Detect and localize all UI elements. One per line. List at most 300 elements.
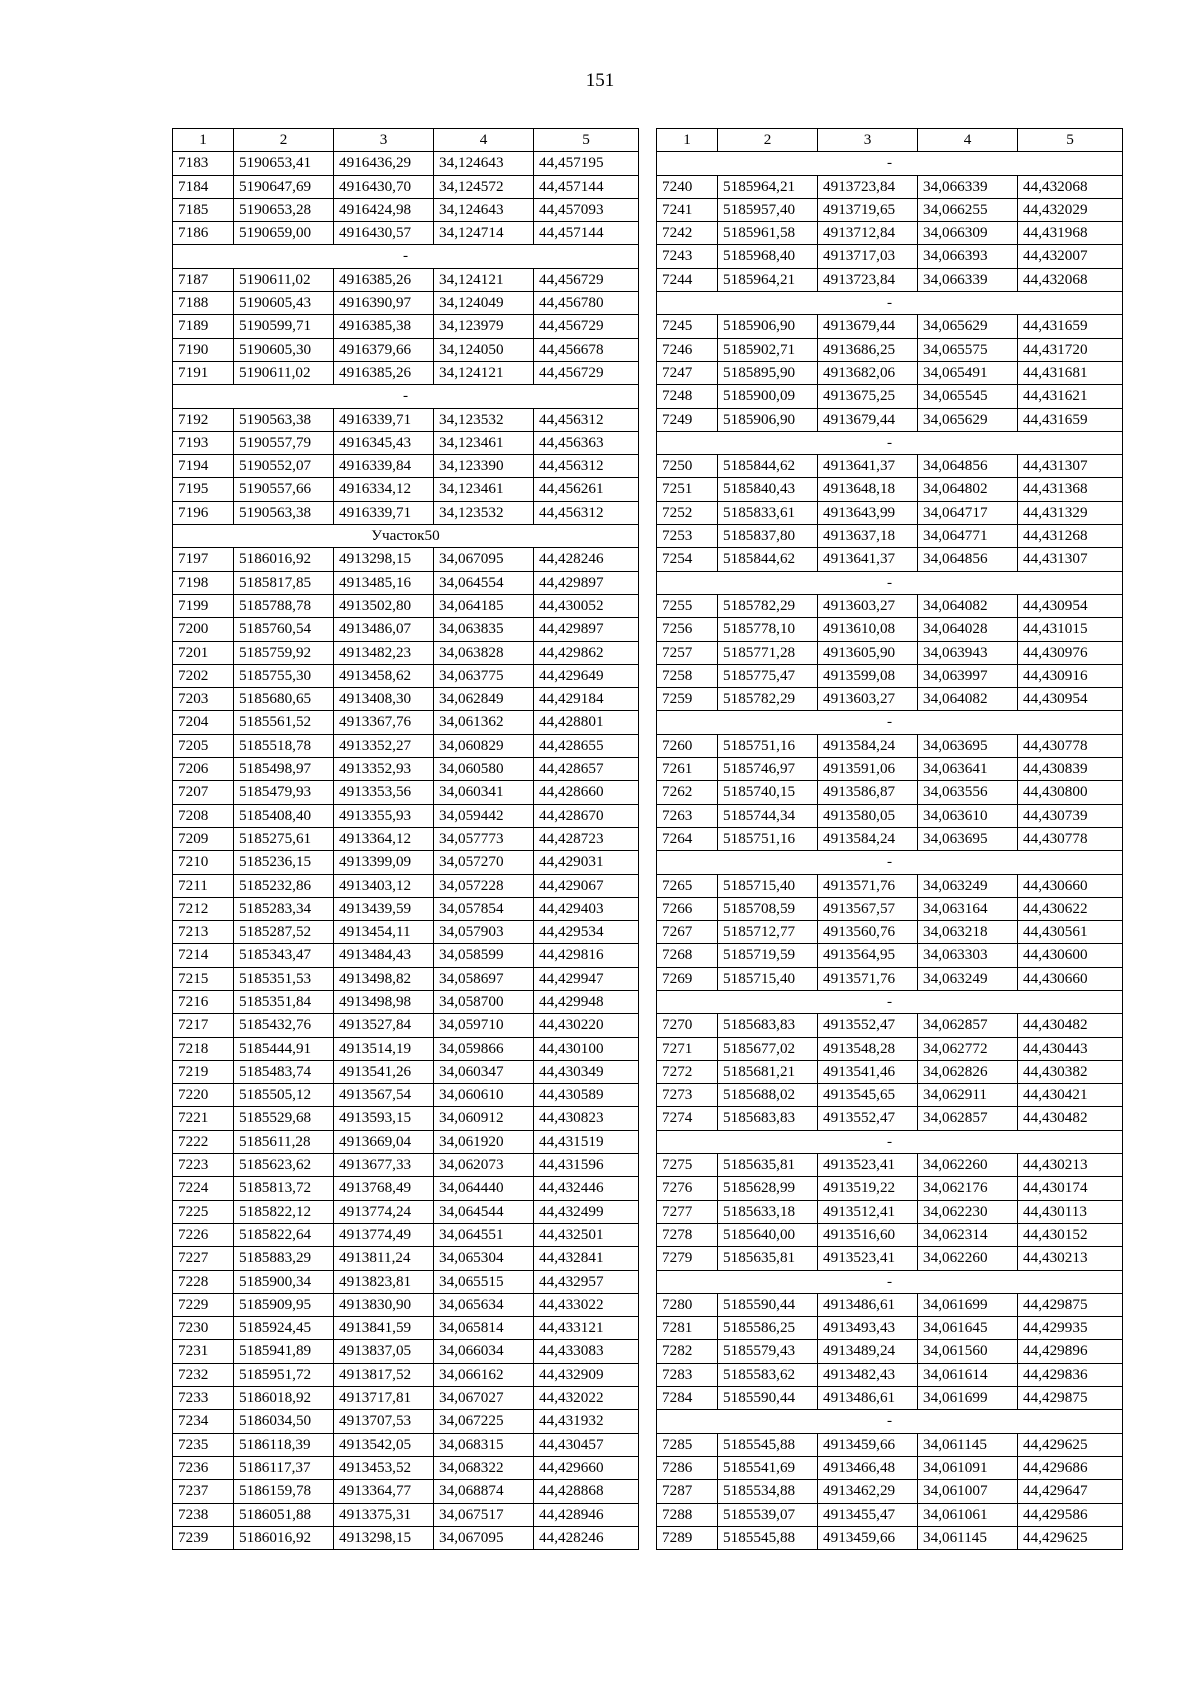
table-cell: 5185844,62 [718, 455, 818, 478]
table-cell: 34,123532 [434, 408, 534, 431]
table-row [657, 827, 1123, 850]
table-cell: 4913498,98 [334, 990, 434, 1013]
table-cell: 34,062260 [918, 1154, 1018, 1177]
table-cell: 34,061699 [918, 1293, 1018, 1316]
table-cell: 4913603,27 [818, 594, 918, 617]
table-cell: 4913486,61 [818, 1293, 918, 1316]
section-separator: - [657, 851, 1123, 874]
table-row [657, 408, 1123, 431]
table-cell: 44,429031 [534, 851, 639, 874]
table-cell: 44,430382 [1018, 1060, 1123, 1083]
table-row [657, 1433, 1123, 1456]
table-cell: 5190552,07 [234, 455, 334, 478]
table-cell: 34,061145 [918, 1433, 1018, 1456]
table-cell: 34,064554 [434, 571, 534, 594]
table-row [657, 525, 1123, 548]
table-cell: 4913768,49 [334, 1177, 434, 1200]
table-row [657, 921, 1123, 944]
table-cell: 5185909,95 [234, 1293, 334, 1316]
table-cell: 34,064544 [434, 1200, 534, 1223]
table-row [173, 1014, 639, 1037]
table-row [657, 455, 1123, 478]
table-cell: 4916339,71 [334, 408, 434, 431]
table-cell: 34,063828 [434, 641, 534, 664]
table-cell: 4913408,30 [334, 688, 434, 711]
table-header-row [173, 129, 639, 152]
table-cell: 5185590,44 [718, 1387, 818, 1410]
table-cell: 5185906,90 [718, 408, 818, 431]
table-row [173, 641, 639, 664]
table-row [657, 874, 1123, 897]
table-cell: 4913502,80 [334, 594, 434, 617]
table-cell: 44,428868 [534, 1480, 639, 1503]
table-cell: 7235 [173, 1433, 234, 1456]
table-cell: 44,432068 [1018, 268, 1123, 291]
table-cell: 34,063835 [434, 618, 534, 641]
table-cell: 7243 [657, 245, 718, 268]
table-cell: 4913686,25 [818, 338, 918, 361]
table-cell: 4916339,84 [334, 455, 434, 478]
table-row [657, 804, 1123, 827]
table-cell: 4913541,26 [334, 1060, 434, 1083]
table-cell: 5185941,89 [234, 1340, 334, 1363]
table-cell: 5185771,28 [718, 641, 818, 664]
table-cell: 7258 [657, 664, 718, 687]
table-cell: 4913641,37 [818, 548, 918, 571]
table-cell: 5185900,34 [234, 1270, 334, 1293]
table-body-right [657, 152, 1123, 1550]
table-cell: 5190659,00 [234, 222, 334, 245]
table-cell: 34,065491 [918, 361, 1018, 384]
section-separator: - [657, 292, 1123, 315]
table-cell: 5185837,80 [718, 525, 818, 548]
table-cell: 44,429875 [1018, 1387, 1123, 1410]
table-cell: 5185744,34 [718, 804, 818, 827]
table-cell: 34,062857 [918, 1107, 1018, 1130]
table-row [657, 1084, 1123, 1107]
table-cell: 4913484,43 [334, 944, 434, 967]
table-cell: 34,061699 [918, 1387, 1018, 1410]
table-cell: 4913586,87 [818, 781, 918, 804]
table-cell: 7221 [173, 1107, 234, 1130]
table-cell: 5190611,02 [234, 361, 334, 384]
table-cell: 34,064856 [918, 548, 1018, 571]
table-cell: 34,065515 [434, 1270, 534, 1293]
table-cell: 44,428946 [534, 1503, 639, 1526]
table-cell: 44,429660 [534, 1456, 639, 1479]
table-cell: 34,066034 [434, 1340, 534, 1363]
table-cell: 5190563,38 [234, 408, 334, 431]
table-cell: 5190557,66 [234, 478, 334, 501]
table-cell: 34,061145 [918, 1526, 1018, 1549]
separator-row [657, 571, 1123, 594]
table-cell: 44,430823 [534, 1107, 639, 1130]
table-row [173, 152, 639, 175]
table-cell: 34,065304 [434, 1247, 534, 1270]
table-cell: 34,063641 [918, 758, 1018, 781]
table-cell: 44,432841 [534, 1247, 639, 1270]
table-cell: 5190599,71 [234, 315, 334, 338]
table-cell: 34,123532 [434, 501, 534, 524]
table-cell: 7283 [657, 1363, 718, 1386]
column-header: 2 [718, 129, 818, 152]
table-row [173, 1363, 639, 1386]
table-cell: 4913552,47 [818, 1107, 918, 1130]
table-cell: 44,431307 [1018, 548, 1123, 571]
table-cell: 5185444,91 [234, 1037, 334, 1060]
table-cell: 34,058700 [434, 990, 534, 1013]
table-cell: 5185822,12 [234, 1200, 334, 1223]
table-cell: 4913485,16 [334, 571, 434, 594]
table-cell: 34,063249 [918, 874, 1018, 897]
table-cell: 7257 [657, 641, 718, 664]
table-cell: 7287 [657, 1480, 718, 1503]
table-cell: 5185677,02 [718, 1037, 818, 1060]
table-cell: 5185775,47 [718, 664, 818, 687]
table-cell: 4913712,84 [818, 222, 918, 245]
table-cell: 4913571,76 [818, 874, 918, 897]
table-cell: 7207 [173, 781, 234, 804]
table-cell: 34,124121 [434, 268, 534, 291]
table-cell: 4913811,24 [334, 1247, 434, 1270]
table-cell: 7218 [173, 1037, 234, 1060]
separator-row [657, 1270, 1123, 1293]
table-row [173, 1526, 639, 1549]
table-cell: 5185951,72 [234, 1363, 334, 1386]
table-cell: 44,430213 [1018, 1247, 1123, 1270]
table-cell: 34,061091 [918, 1456, 1018, 1479]
separator-row [657, 431, 1123, 454]
table-cell: 5185906,90 [718, 315, 818, 338]
table-cell: 44,431659 [1018, 408, 1123, 431]
table-cell: 7225 [173, 1200, 234, 1223]
table-row [173, 1293, 639, 1316]
table-row [173, 851, 639, 874]
table-cell: 34,057773 [434, 827, 534, 850]
table-cell: 5185751,16 [718, 734, 818, 757]
table-cell: 7199 [173, 594, 234, 617]
table-cell: 4913841,59 [334, 1317, 434, 1340]
table-cell: 4913519,22 [818, 1177, 918, 1200]
table-cell: 7195 [173, 478, 234, 501]
table-cell: 5185498,97 [234, 758, 334, 781]
table-row [173, 1037, 639, 1060]
table-cell: 4913723,84 [818, 175, 918, 198]
table-row [173, 594, 639, 617]
table-row [657, 268, 1123, 291]
table-cell: 34,065575 [918, 338, 1018, 361]
table-cell: 5185817,85 [234, 571, 334, 594]
table-cell: 44,429935 [1018, 1317, 1123, 1340]
table-row [173, 222, 639, 245]
table-row [173, 1107, 639, 1130]
table-cell: 4913399,09 [334, 851, 434, 874]
table-cell: 7266 [657, 897, 718, 920]
table-cell: 5185964,21 [718, 175, 818, 198]
table-cell: 34,063249 [918, 967, 1018, 990]
table-cell: 44,430152 [1018, 1223, 1123, 1246]
table-cell: 4913648,18 [818, 478, 918, 501]
table-row [173, 921, 639, 944]
table-cell: 5185590,44 [718, 1293, 818, 1316]
table-cell: 44,432007 [1018, 245, 1123, 268]
table-cell: 7226 [173, 1223, 234, 1246]
table-cell: 34,063943 [918, 641, 1018, 664]
table-cell: 34,059710 [434, 1014, 534, 1037]
table-cell: 44,429625 [1018, 1526, 1123, 1549]
table-row [657, 338, 1123, 361]
table-cell: 4913353,56 [334, 781, 434, 804]
table-row [173, 1317, 639, 1340]
table-cell: 34,124121 [434, 361, 534, 384]
table-cell: 4913486,07 [334, 618, 434, 641]
table-cell: 4913837,05 [334, 1340, 434, 1363]
table-cell: 7282 [657, 1340, 718, 1363]
column-header: 1 [657, 129, 718, 152]
table-cell: 5185635,81 [718, 1154, 818, 1177]
table-cell: 7262 [657, 781, 718, 804]
table-cell: 5185688,02 [718, 1084, 818, 1107]
table-cell: 44,429184 [534, 688, 639, 711]
table-cell: 7286 [657, 1456, 718, 1479]
table-cell: 7263 [657, 804, 718, 827]
table-cell: 4913541,46 [818, 1060, 918, 1083]
table-cell: 5185900,09 [718, 385, 818, 408]
table-cell: 7249 [657, 408, 718, 431]
table-cell: 44,456312 [534, 501, 639, 524]
table-cell: 34,062073 [434, 1154, 534, 1177]
table-cell: 4913514,19 [334, 1037, 434, 1060]
table-cell: 44,432029 [1018, 198, 1123, 221]
table-row [173, 408, 639, 431]
table-cell: 7183 [173, 152, 234, 175]
table-cell: 4913817,52 [334, 1363, 434, 1386]
table-cell: 5190611,02 [234, 268, 334, 291]
table-cell: 44,430600 [1018, 944, 1123, 967]
table-cell: 4916430,57 [334, 222, 434, 245]
section-separator: - [657, 571, 1123, 594]
table-cell: 4913458,62 [334, 664, 434, 687]
table-cell: 4916436,29 [334, 152, 434, 175]
table-cell: 5185680,65 [234, 688, 334, 711]
table-cell: 7209 [173, 827, 234, 850]
table-cell: 4913641,37 [818, 455, 918, 478]
section-separator: - [657, 1270, 1123, 1293]
table-cell: 7246 [657, 338, 718, 361]
table-row [173, 664, 639, 687]
table-cell: 44,429816 [534, 944, 639, 967]
table-row [173, 618, 639, 641]
table-cell: 4913489,24 [818, 1340, 918, 1363]
table-row [657, 758, 1123, 781]
table-cell: 5185283,34 [234, 897, 334, 920]
table-cell: 34,064185 [434, 594, 534, 617]
table-row [173, 688, 639, 711]
table-cell: 7217 [173, 1014, 234, 1037]
table-cell: 44,430660 [1018, 874, 1123, 897]
table-cell: 4913599,08 [818, 664, 918, 687]
table-cell: 7285 [657, 1433, 718, 1456]
table-cell: 7242 [657, 222, 718, 245]
table-cell: 44,429534 [534, 921, 639, 944]
table-cell: 44,456729 [534, 361, 639, 384]
table-cell: 7272 [657, 1060, 718, 1083]
table-cell: 4913593,15 [334, 1107, 434, 1130]
table-cell: 34,067095 [434, 1526, 534, 1549]
table-cell: 4916385,26 [334, 361, 434, 384]
table-cell: 4913459,66 [818, 1526, 918, 1549]
table-cell: 4913455,47 [818, 1503, 918, 1526]
separator-row [173, 525, 639, 548]
table-cell: 34,124714 [434, 222, 534, 245]
table-cell: 44,431659 [1018, 315, 1123, 338]
table-row [173, 781, 639, 804]
table-cell: 44,457093 [534, 198, 639, 221]
table-cell: 34,063218 [918, 921, 1018, 944]
page-number: 151 [585, 70, 615, 91]
table-cell: 34,059442 [434, 804, 534, 827]
table-cell: 5185611,28 [234, 1130, 334, 1153]
table-cell: 44,429586 [1018, 1503, 1123, 1526]
table-cell: 34,062230 [918, 1200, 1018, 1223]
table-cell: 7281 [657, 1317, 718, 1340]
table-cell: 7288 [657, 1503, 718, 1526]
table-cell: 4913679,44 [818, 315, 918, 338]
table-cell: 7264 [657, 827, 718, 850]
table-cell: 4913364,77 [334, 1480, 434, 1503]
table-row [657, 361, 1123, 384]
table-cell: 34,063775 [434, 664, 534, 687]
table-cell: 7201 [173, 641, 234, 664]
table-cell: 4913459,66 [818, 1433, 918, 1456]
table-cell: 5185633,18 [718, 1200, 818, 1223]
table-cell: 44,428723 [534, 827, 639, 850]
table-row [657, 1363, 1123, 1386]
column-header: 3 [818, 129, 918, 152]
table-cell: 4913454,11 [334, 921, 434, 944]
table-row [657, 1340, 1123, 1363]
table-cell: 34,061560 [918, 1340, 1018, 1363]
table-cell: 44,431307 [1018, 455, 1123, 478]
table-cell: 34,063610 [918, 804, 1018, 827]
table-row [657, 548, 1123, 571]
table-cell: 44,433083 [534, 1340, 639, 1363]
table-cell: 4913545,65 [818, 1084, 918, 1107]
table-row [657, 385, 1123, 408]
table-cell: 5186118,39 [234, 1433, 334, 1456]
table-row [657, 781, 1123, 804]
table-cell: 44,429686 [1018, 1456, 1123, 1479]
table-cell: 4913675,25 [818, 385, 918, 408]
table-cell: 44,456363 [534, 431, 639, 454]
table-cell: 5190647,69 [234, 175, 334, 198]
table-cell: 7289 [657, 1526, 718, 1549]
table-cell: 7189 [173, 315, 234, 338]
table-cell: 34,064551 [434, 1223, 534, 1246]
table-row [173, 455, 639, 478]
table-cell: 44,432957 [534, 1270, 639, 1293]
table-row [173, 1270, 639, 1293]
table-cell: 5185539,07 [718, 1503, 818, 1526]
separator-row [657, 152, 1123, 175]
table-cell: 7254 [657, 548, 718, 571]
table-cell: 44,428246 [534, 1526, 639, 1549]
section-separator: - [657, 431, 1123, 454]
separator-row [173, 245, 639, 268]
table-cell: 7220 [173, 1084, 234, 1107]
table-cell: 7190 [173, 338, 234, 361]
table-row [657, 734, 1123, 757]
table-cell: 44,429897 [534, 571, 639, 594]
table-cell: 4916334,12 [334, 478, 434, 501]
table-cell: 4913498,82 [334, 967, 434, 990]
column-header: 4 [434, 129, 534, 152]
table-cell: 34,057228 [434, 874, 534, 897]
table-row [173, 1503, 639, 1526]
table-cell: 44,428655 [534, 734, 639, 757]
table-cell: 34,064028 [918, 618, 1018, 641]
table-cell: 44,430174 [1018, 1177, 1123, 1200]
table-cell: 7267 [657, 921, 718, 944]
table-row [173, 944, 639, 967]
separator-row [657, 1410, 1123, 1433]
table-cell: 44,430778 [1018, 827, 1123, 850]
table-cell: 5185822,64 [234, 1223, 334, 1246]
table-cell: 5186016,92 [234, 1526, 334, 1549]
section-separator: - [657, 990, 1123, 1013]
table-row [657, 897, 1123, 920]
table-cell: 44,431968 [1018, 222, 1123, 245]
table-row [173, 1200, 639, 1223]
table-cell: 7244 [657, 268, 718, 291]
section-separator: - [657, 1410, 1123, 1433]
table-cell: 5185957,40 [718, 198, 818, 221]
table-cell: 34,124572 [434, 175, 534, 198]
table-cell: 44,430739 [1018, 804, 1123, 827]
table-cell: 5185712,77 [718, 921, 818, 944]
table-cell: 44,456312 [534, 455, 639, 478]
table-cell: 4913830,90 [334, 1293, 434, 1316]
table-cell: 34,064802 [918, 478, 1018, 501]
table-cell: 44,432499 [534, 1200, 639, 1223]
table-cell: 44,430660 [1018, 967, 1123, 990]
table-row [173, 1247, 639, 1270]
table-cell: 5185708,59 [718, 897, 818, 920]
table-cell: 34,065629 [918, 315, 1018, 338]
table-row [173, 1480, 639, 1503]
table-cell: 34,060580 [434, 758, 534, 781]
table-cell: 7192 [173, 408, 234, 431]
table-cell: 4913567,54 [334, 1084, 434, 1107]
table-cell: 44,456780 [534, 292, 639, 315]
table-cell: 44,428670 [534, 804, 639, 827]
table-cell: 7278 [657, 1223, 718, 1246]
table-cell: 44,430778 [1018, 734, 1123, 757]
table-cell: 5185483,74 [234, 1060, 334, 1083]
table-cell: 5185408,40 [234, 804, 334, 827]
table-cell: 44,431681 [1018, 361, 1123, 384]
table-row [657, 1177, 1123, 1200]
table-cell: 34,063164 [918, 897, 1018, 920]
table-cell: 5185534,88 [718, 1480, 818, 1503]
separator-row [657, 851, 1123, 874]
table-cell: 7274 [657, 1107, 718, 1130]
table-cell: 7260 [657, 734, 718, 757]
table-cell: 44,456261 [534, 478, 639, 501]
table-cell: 44,431720 [1018, 338, 1123, 361]
table-cell: 44,432909 [534, 1363, 639, 1386]
table-cell: 5185351,84 [234, 990, 334, 1013]
